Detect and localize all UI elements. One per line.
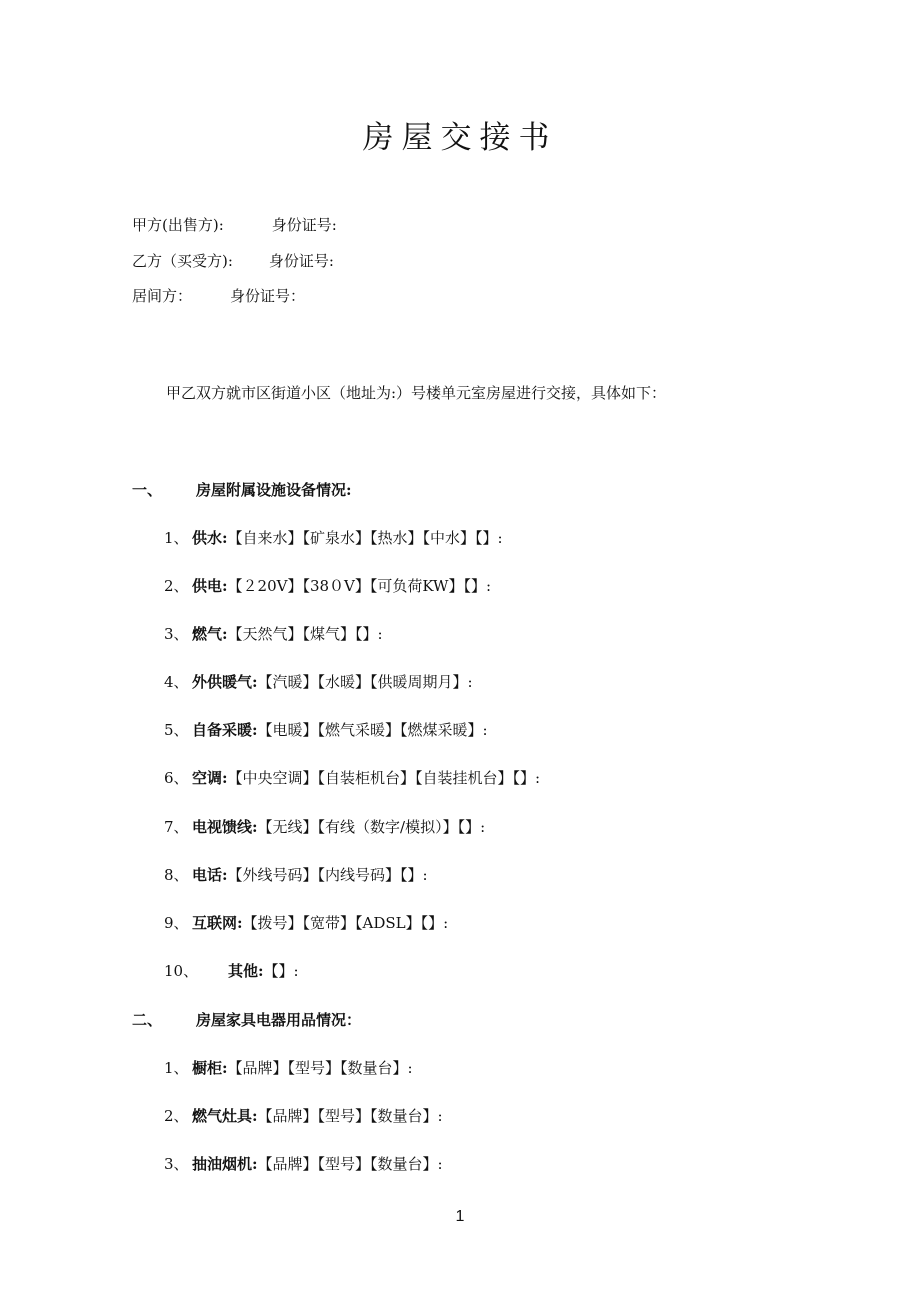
item-options: 【拨号】【宽带】【ADSL】【】: [242,914,449,932]
list-item [164,528,503,548]
list-item [164,624,383,644]
section-heading [132,1010,361,1030]
list-item [164,961,299,981]
section-title: 房屋附属设施设备情况: [196,481,352,499]
item-number: 6、 [164,769,189,787]
item-name: 燃气灶具: [192,1107,258,1125]
item-options: 【品牌】【型号】【数量台】: [227,1059,413,1077]
item-options: 【天然气】【煤气】【】: [227,625,383,643]
section-title: 房屋家具电器用品情况： [196,1011,362,1029]
item-name: 供水: [192,529,228,547]
item-number: 10、 [164,962,199,980]
item-name: 抽油烟机: [192,1155,258,1173]
item-name: 空调: [192,769,228,787]
item-options: 【电暖】【燃气采暖】【燃煤采暖】: [257,721,488,739]
item-number: 2、 [164,1107,189,1125]
item-number: 7、 [164,818,189,836]
section-number: 二、 [132,1011,163,1029]
item-options: 【无线】【有线（数字/模拟）】【】: [257,818,486,836]
item-options: 【外线号码】【内线号码】【】: [227,866,428,884]
item-number: 9、 [164,914,189,932]
item-number: 5、 [164,721,189,739]
item-name: 外供暖气: [192,673,258,691]
item-name: 其他: [228,962,264,980]
list-item [164,913,448,933]
party-intermediary [132,286,305,306]
item-options: 【自来水】【矿泉水】【热水】【中水】【】: [227,529,503,547]
document-title: 房屋交接书 [362,120,558,156]
item-options: 【品牌】【型号】【数量台】: [257,1107,443,1125]
list-item [164,720,488,740]
section-heading [132,480,352,500]
item-number: 2、 [164,577,189,595]
item-number: 4、 [164,673,189,691]
item-number: 8、 [164,866,189,884]
party-id-label: 身份证号: [268,252,334,270]
item-name: 橱柜: [192,1059,228,1077]
item-options: 【中央空调】【自装柜机台】【自装挂机台】【】: [227,769,541,787]
item-options: 【品牌】【型号】【数量台】: [257,1155,443,1173]
item-name: 电视馈线: [192,818,258,836]
party-label: 居间方： [132,287,193,305]
list-item [164,672,473,692]
list-item [164,768,540,788]
item-options: 【汽暖】【水暖】【供暖周期月】: [257,673,473,691]
list-item [164,576,491,596]
party-buyer [132,251,334,271]
party-id-label: 身份证号: [271,216,337,234]
item-options: 【】: [263,962,299,980]
item-name: 电话: [192,866,228,884]
party-seller [132,215,337,235]
party-label: 甲方(出售方): [132,216,224,234]
page-number: 1 [455,1208,465,1225]
list-item [164,817,485,837]
list-item [164,1106,443,1126]
list-item [164,1058,413,1078]
item-name: 供电: [192,577,228,595]
item-number: 1、 [164,1059,189,1077]
item-number: 1、 [164,529,189,547]
intro-paragraph: 甲乙双方就市区街道小区（地址为:）号楼单元室房屋进行交接，具体如下： [166,384,667,402]
item-options: 【２20V】【38０V】【可负荷KW】【】: [227,577,492,595]
list-item [164,1154,443,1174]
party-id-label: 身份证号： [230,287,306,305]
item-name: 燃气: [192,625,228,643]
item-number: 3、 [164,625,189,643]
list-item [164,865,428,885]
section-number: 一、 [132,481,163,499]
party-label: 乙方（买受方): [132,252,233,270]
item-name: 互联网: [192,914,243,932]
item-name: 自备采暖: [192,721,258,739]
item-number: 3、 [164,1155,189,1173]
